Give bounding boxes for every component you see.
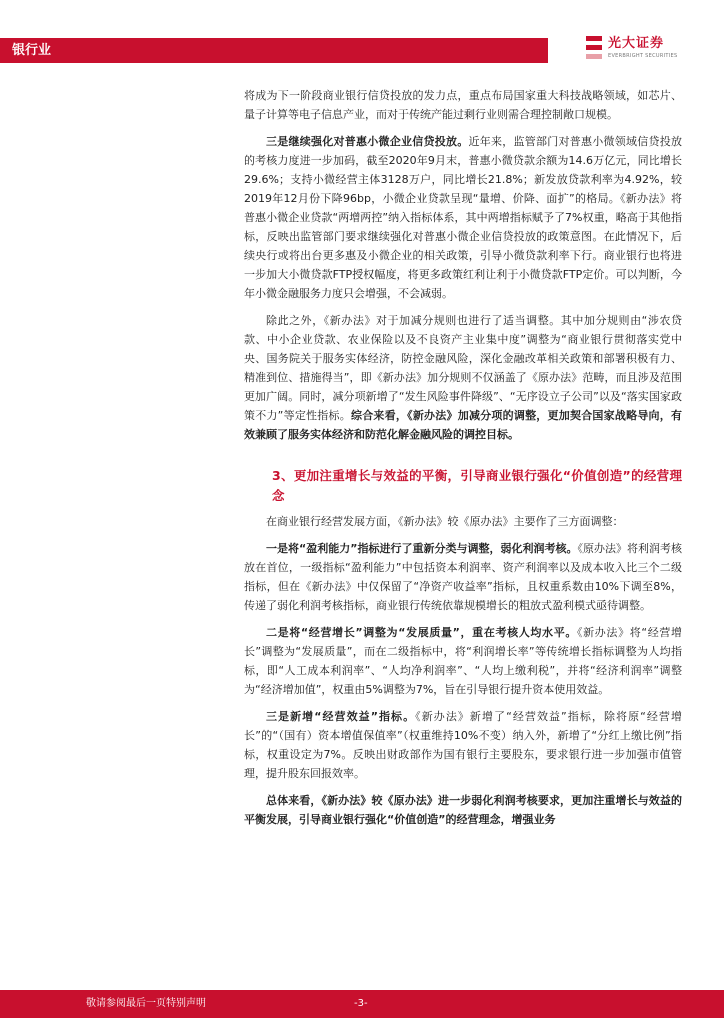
emphasis-text: 三是新增“经营效益”指标。 (266, 710, 416, 723)
paragraph (244, 791, 682, 829)
logo-name: 光大证券 (608, 36, 665, 51)
page-number: -3- (354, 998, 368, 1009)
paragraph: 除此之外，《新办法》对于加减分规则也进行了适当调整。其中加分规则由“涉农贷款、中小企业贷款、农业保险以及不良资产主业集中度”调整为“商业银行贯彻落实党中央、国务院关于服务实体经济，防控金融风险，深化金融改革相关政策和部署积极有力、精准到位、措施得当”，即《新办法》加分规则不仅涵盖了《原办法》范畴，而且涉及范围更加广阔。同时，减分项新增了“发生风险事件降级”、“无序设立子公司”以及“落实国家政策不力”等定性指标。综合来看，《新办法》加减分项的调整，更加契合国家战略导向，有效兼顾了服务实体经济和防范化解金融风险的调控目标。 (244, 314, 683, 441)
paragraph: 三是继续强化对普惠小微企业信贷投放。近年来，监管部门对普惠小微领域信贷投放的考核力度进一步加码，截至2020年9月末，普惠小微贷款余额为14.6万亿元，同比增长29.6%；支持小微经营主体3128万户，同比增长21.8%；新发放贷款利率为4.92%，较2019年12月份下降96bp，小微企业贷款呈现“量增、价降、面扩”的格局。《新办法》将普惠小微企业贷款“两增两控”纳入指标体系，其中两增指标赋予了7%权重，略高于其他指标，反映出监管部门要求继续强化对普惠小微企业信贷投放的政策意图。在此情况下，后续央行或将出台更多惠及小微企业的相关政策，引导小微贷款利率下行。商业银行也将进一步加大小微贷款FTP授权幅度，将更多政策红利让利于小微贷款FTP定价。可以判断，今年小微金融服务力度只会增强，不会减弱。 (244, 135, 682, 300)
paragraph: 将成为下一阶段商业银行信贷投放的发力点，重点布局国家重大科技战略领域，如芯片、量子计算等电子信息产业，而对于传统产能过剩行业则需合理控制敞口规模。 (244, 89, 682, 121)
emphasis-text: 总体来看，《新办法》较《原办法》进一步弱化利润考核要求，更加注重增长与效益的平衡发展，引导商业银行强化“价值创造”的经营理念，增强业务 (244, 794, 682, 826)
paragraph: 一是将“盈利能力”指标进行了重新分类与调整，弱化利润考核。《原办法》将利润考核放在首位，一级指标“盈利能力”中包括资本利润率、资产利润率以及成本收入比三个二级指标，但在《新办法》中仅保留了“净资产收益率”指标，且权重系数由10%下调至8%，传递了弱化利润考核指标，商业银行传统依靠规模增长的粗放式盈利模式亟待调整。 (244, 542, 682, 612)
disclaimer-note: 敬请参阅最后一页特别声明 (86, 998, 206, 1009)
emphasis-text: 一是将“盈利能力”指标进行了重新分类与调整，弱化利润考核。 (266, 542, 578, 555)
logo-icon (584, 34, 604, 62)
emphasis-text: 三是继续强化对普惠小微企业信贷投放。 (266, 135, 469, 148)
logo-subtitle: EVERBRIGHT SECURITIES (608, 53, 678, 59)
section-heading: 3、更加注重增长与效益的平衡，引导商业银行强化“价值创造”的经营理念 (272, 468, 682, 503)
paragraph: 三是新增“经营效益”指标。《新办法》新增了“经营效益”指标，除将原“经营增长”的“（国有）资本增值保值率”（权重维持10%不变）纳入外，新增了“分红上缴比例”指标，权重设定为7%。反映出财政部作为国有银行主要股东，要求银行进一步加强市值管理，提升股东回报效率。 (244, 710, 682, 780)
emphasis-text: 综合来看，《新办法》加减分项的调整，更加契合国家战略导向，有效兼顾了服务实体经济和防范化解金融风险的调控目标。 (244, 409, 683, 441)
paragraph: 二是将“经营增长”调整为“发展质量”，重在考核人均水平。《新办法》将“经营增长”调整为“发展质量”，而在二级指标中，将“利润增长率”等传统增长指标调整为人均指标，即“人工成本利润率”、“人均净利润率”、“人均上缴利税”，并将“经济利润率”调整为“经济增加值”，权重由5%调整为7%，旨在引导银行提升资本使用效益。 (244, 626, 682, 696)
emphasis-text: 二是将“经营增长”调整为“发展质量”，重在考核人均水平。 (266, 626, 577, 639)
header-bar (0, 38, 548, 63)
footer-bar (0, 990, 724, 1018)
paragraph: 在商业银行经营发展方面，《新办法》较《原办法》主要作了三方面调整： (266, 515, 624, 528)
report-body (244, 86, 682, 837)
section-title: 银行业 (12, 43, 52, 58)
company-logo (584, 34, 694, 66)
